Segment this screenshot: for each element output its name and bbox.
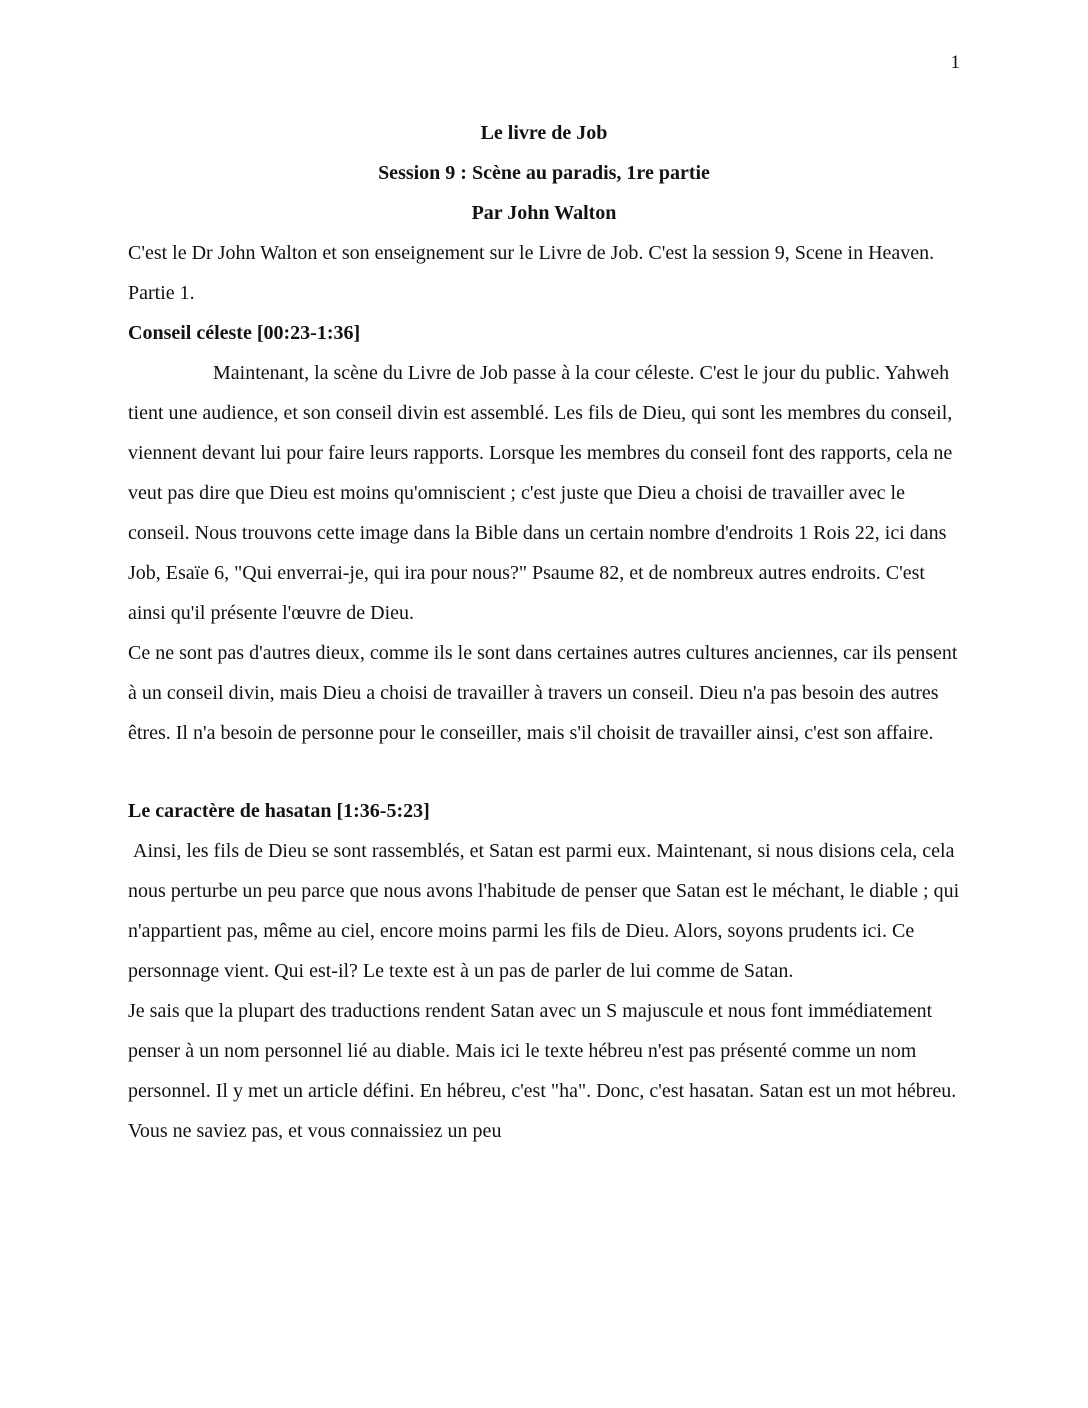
document-subtitle-session: Session 9 : Scène au paradis, 1re partie — [378, 162, 710, 184]
paragraph-hasatan-2: Je sais que la plupart des traductions rendent Satan avec un S majuscule et nous font immédiatement penser à un nom personnel lié au diable. Mais ici le texte hébreu n'est pas présenté comme un nom personnel. Il y met un article défini. En hébreu, c'est "ha". Donc, c'est hasatan. Satan est un mot hébreu. Vous ne saviez pas, et vous connaissiez un peu — [128, 1000, 961, 1142]
section-heading-caractere-hasatan: Le caractère de hasatan [1:36-5:23] — [128, 800, 430, 822]
section-heading-conseil-celeste: Conseil céleste [00:23-1:36] — [128, 322, 361, 344]
document-title: Le livre de Job — [480, 122, 608, 144]
document-author-line: Par John Walton — [471, 202, 617, 224]
paragraph-hasatan-1: Ainsi, les fils de Dieu se sont rassemblés, et Satan est parmi eux. Maintenant, si nous disions cela, cela nous perturbe un peu parce que nous avons l'habitude de penser que Satan est le méchant, le diable ; qui n'appartient pas, même au ciel, encore moins parmi les fils de Dieu. Alors, soyons prudents ici. Ce personnage vient. Qui est-il? Le texte est à un pas de parler de lui comme de Satan. — [128, 840, 965, 982]
page-number: 1 — [950, 52, 960, 73]
paragraph-conseil-celeste-2: Ce ne sont pas d'autres dieux, comme ils le sont dans certaines autres cultures anciennes, car ils pensent à un conseil divin, mais Dieu a choisi de travailler à travers un conseil. Dieu n'a pas besoin des autres êtres. Il n'a besoin de personne pour le conseiller, mais s'il choisit de travailler ainsi, c'est son affaire. — [128, 642, 963, 744]
intro-paragraph: C'est le Dr John Walton et son enseignement sur le Livre de Job. C'est la session 9, Scene in Heaven. Partie 1. — [128, 242, 940, 304]
paragraph-conseil-celeste-1: Maintenant, la scène du Livre de Job passe à la cour céleste. C'est le jour du public. Yahweh tient une audience, et son conseil divin est assemblé. Les fils de Dieu, qui sont les membres du conseil, viennent devant lui pour faire leurs rapports. Lorsque les membres du conseil font des rapports, cela ne veut pas dire que Dieu est moins qu'omniscient ; c'est juste que Dieu a choisi de travailler avec le conseil. Nous trouvons cette image dans la Bible dans un certain nombre d'endroits 1 Rois 22, ici dans Job, Esaïe 6, "Qui enverrai-je, qui ira pour nous?" Psaume 82, et de nombreux autres endroits. C'est ainsi qu'il présente l'œuvre de Dieu. — [128, 362, 958, 624]
